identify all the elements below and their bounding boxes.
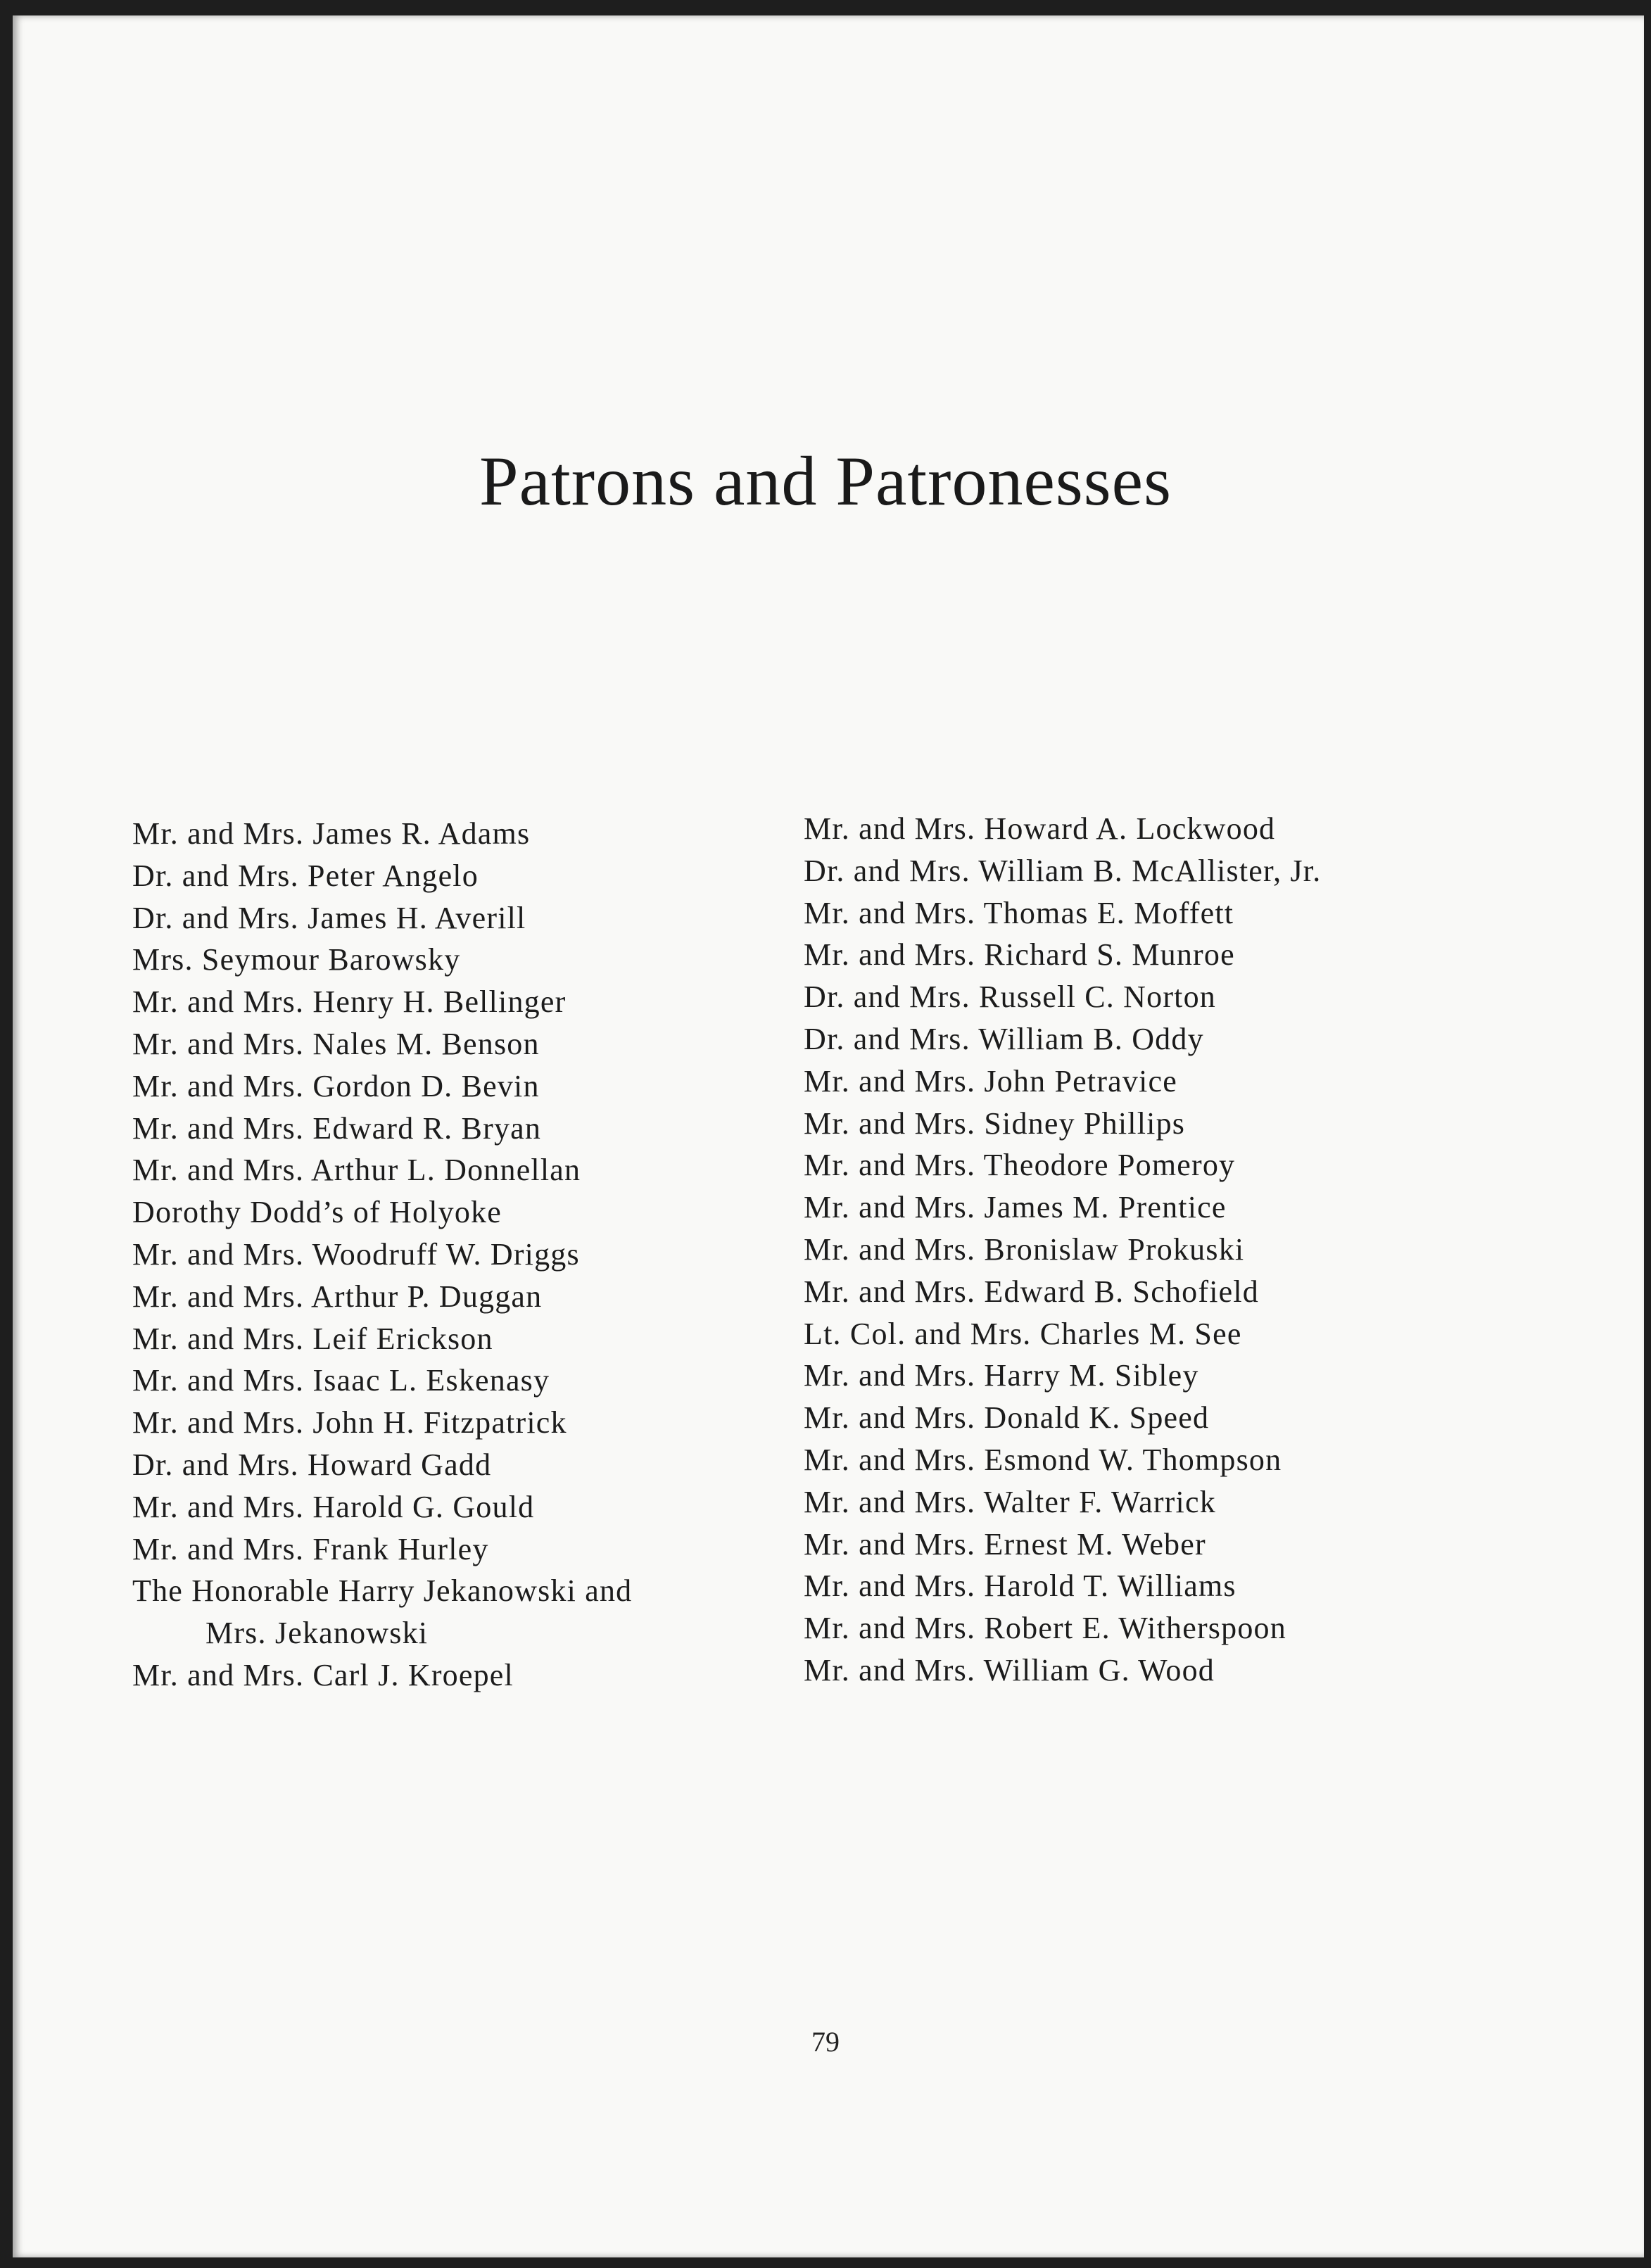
patron-entry: Mr. and Mrs. Sidney Phillips — [804, 1106, 1186, 1141]
patron-entry: Mr. and Mrs. Edward R. Bryan — [132, 1110, 542, 1146]
patron-entry: Mr. and Mrs. Howard A. Lockwood — [804, 811, 1276, 846]
patron-entry: Mr. and Mrs. John Petravice — [804, 1063, 1177, 1098]
patron-entry: Mrs. Seymour Barowsky — [132, 942, 461, 977]
patron-entry: Mr. and Mrs. Harold T. Williams — [804, 1569, 1236, 1604]
patron-entry: Dr. and Mrs. William B. Oddy — [804, 1021, 1204, 1056]
patron-entry: Lt. Col. and Mrs. Charles M. See — [804, 1316, 1242, 1351]
patron-entry: Dr. and Mrs. Russell C. Norton — [804, 980, 1216, 1015]
patron-entry: Mr. and Mrs. Nales M. Benson — [132, 1026, 540, 1061]
patron-entry: Mr. and Mrs. Isaac L. Eskenasy — [132, 1363, 550, 1398]
patron-entry: Mr. and Mrs. Walter F. Warrick — [804, 1484, 1216, 1519]
patron-entry: Mr. and Mrs. Richard S. Munroe — [804, 937, 1235, 973]
patron-entry: Mr. and Mrs. Leif Erickson — [132, 1321, 493, 1356]
patron-entry: Mr. and Mrs. Esmond W. Thompson — [804, 1442, 1282, 1477]
patron-entry: Dr. and Mrs. Peter Angelo — [132, 858, 479, 893]
patron-entry: Mr. and Mrs. Thomas E. Moffett — [804, 895, 1234, 930]
patron-entry: Mr. and Mrs. Edward B. Schofield — [804, 1274, 1259, 1309]
patron-entry: Mr. and Mrs. Arthur P. Duggan — [132, 1279, 543, 1314]
patron-entry: Mr. and Mrs. Gordon D. Bevin — [132, 1068, 540, 1103]
patron-entry: Dr. and Mrs. James H. Averill — [132, 900, 526, 935]
patron-entry: Mr. and Mrs. Robert E. Witherspoon — [804, 1611, 1286, 1646]
patron-entry: Mr. and Mrs. Woodruff W. Driggs — [132, 1236, 580, 1272]
patrons-list-right — [804, 808, 1613, 1692]
patron-entry-continuation: Mrs. Jekanowski — [205, 1616, 429, 1651]
patron-entry: Mr. and Mrs. William G. Wood — [804, 1652, 1215, 1687]
patron-entry: Mr. and Mrs. Henry H. Bellinger — [132, 984, 567, 1020]
page-title: Patrons and Patronesses — [479, 442, 1172, 520]
patron-entry: Mr. and Mrs. Theodore Pomeroy — [804, 1148, 1236, 1183]
patron-entry: Mr. and Mrs. Bronislaw Prokuski — [804, 1231, 1245, 1267]
patron-entry: Dorothy Dodd’s of Holyoke — [132, 1195, 502, 1230]
patron-entry: Mr. and Mrs. Donald K. Speed — [804, 1400, 1210, 1436]
patron-entry: The Honorable Harry Jekanowski and — [132, 1573, 633, 1609]
patron-entry: Dr. and Mrs. William B. McAllister, Jr. — [804, 853, 1322, 888]
patron-entry: Mr. and Mrs. Frank Hurley — [132, 1531, 489, 1566]
patron-entry: Dr. and Mrs. Howard Gadd — [132, 1447, 492, 1482]
patron-entry: Mr. and Mrs. Arthur L. Donnellan — [132, 1153, 581, 1188]
patron-entry: Mr. and Mrs. Harry M. Sibley — [804, 1358, 1199, 1393]
patron-entry: Mr. and Mrs. James M. Prentice — [804, 1190, 1227, 1225]
patron-entry: Mr. and Mrs. Carl J. Kroepel — [132, 1657, 514, 1692]
patron-entry: Mr. and Mrs. John H. Fitzpatrick — [132, 1405, 567, 1440]
patron-entry: Mr. and Mrs. Ernest M. Weber — [804, 1526, 1206, 1561]
patron-entry: Mr. and Mrs. James R. Adams — [132, 816, 531, 851]
patron-entry: Mr. and Mrs. Harold G. Gould — [132, 1489, 535, 1524]
page-number: 79 — [811, 2026, 840, 2058]
patrons-list-left — [132, 813, 836, 1697]
